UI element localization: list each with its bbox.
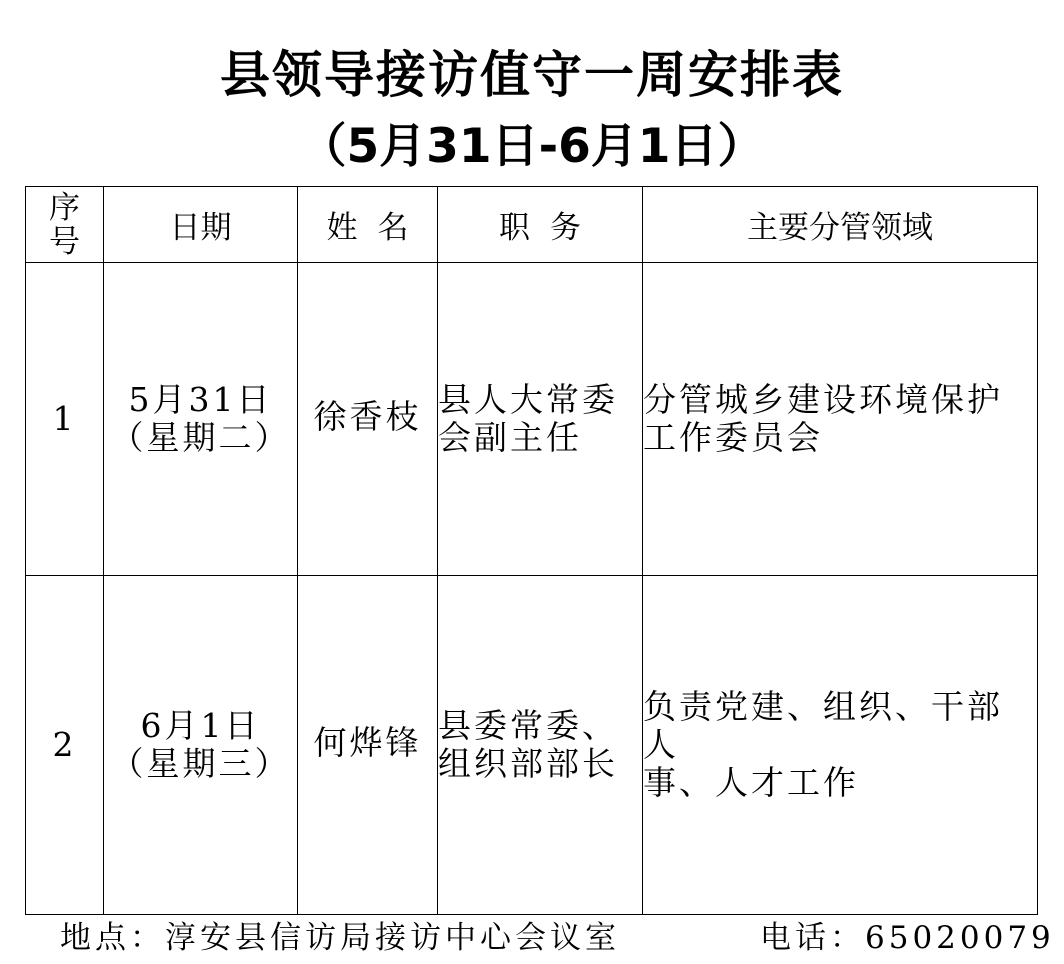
row-name-text: 徐香枝 bbox=[313, 397, 422, 436]
row-name bbox=[298, 263, 438, 576]
page-title: 县领导接访值守一周安排表 bbox=[220, 46, 844, 104]
row-date-line2: （星期二） bbox=[110, 418, 291, 457]
footer-location-label: 地点： bbox=[60, 920, 165, 956]
row-date bbox=[104, 576, 298, 915]
row-position-line2: 组织部部长 bbox=[438, 744, 618, 783]
row-date-line2: （星期三） bbox=[110, 744, 291, 783]
row-area-line2: 工作委员会 bbox=[643, 418, 823, 457]
page-subtitle: （5月31日-6月1日） bbox=[299, 119, 765, 174]
row-date-line1: 5月31日 bbox=[128, 380, 273, 419]
row-position-line1: 县人大常委 bbox=[438, 380, 618, 419]
row-area bbox=[643, 576, 1038, 915]
header-seq bbox=[26, 187, 104, 263]
footer-phone-label: 电话： bbox=[760, 920, 865, 956]
row-area bbox=[643, 263, 1038, 576]
footer-location bbox=[60, 918, 620, 958]
table-row bbox=[26, 263, 1038, 576]
table-header-row bbox=[26, 187, 1038, 263]
header-seq-line1: 序 bbox=[49, 189, 80, 226]
header-name: 姓名 bbox=[298, 187, 438, 263]
row-seq: 1 bbox=[26, 263, 104, 576]
footer-phone-value: 65020079 bbox=[865, 920, 1055, 956]
row-date bbox=[104, 263, 298, 576]
footer-location-value: 淳安县信访局接访中心会议室 bbox=[165, 920, 620, 956]
header-date: 日期 bbox=[104, 187, 298, 263]
row-area-line1: 负责党建、组织、干部人 bbox=[643, 687, 1003, 764]
row-name bbox=[298, 576, 438, 915]
row-position-line2: 会副主任 bbox=[438, 418, 582, 457]
header-seq-line2: 号 bbox=[49, 223, 80, 260]
row-position bbox=[438, 576, 643, 915]
table-row bbox=[26, 576, 1038, 915]
footer-phone bbox=[760, 918, 1055, 958]
row-area-line1: 分管城乡建设环境保护 bbox=[643, 380, 1003, 419]
schedule-table bbox=[25, 186, 1038, 915]
row-date-line1: 6月1日 bbox=[140, 706, 261, 745]
row-area-line2: 事、人才工作 bbox=[643, 763, 859, 802]
header-area: 主要分管领域 bbox=[643, 187, 1038, 263]
row-name-text: 何烨锋 bbox=[313, 723, 422, 762]
row-seq: 2 bbox=[26, 576, 104, 915]
row-position bbox=[438, 263, 643, 576]
row-position-line1: 县委常委、 bbox=[438, 706, 618, 745]
header-position: 职务 bbox=[438, 187, 643, 263]
